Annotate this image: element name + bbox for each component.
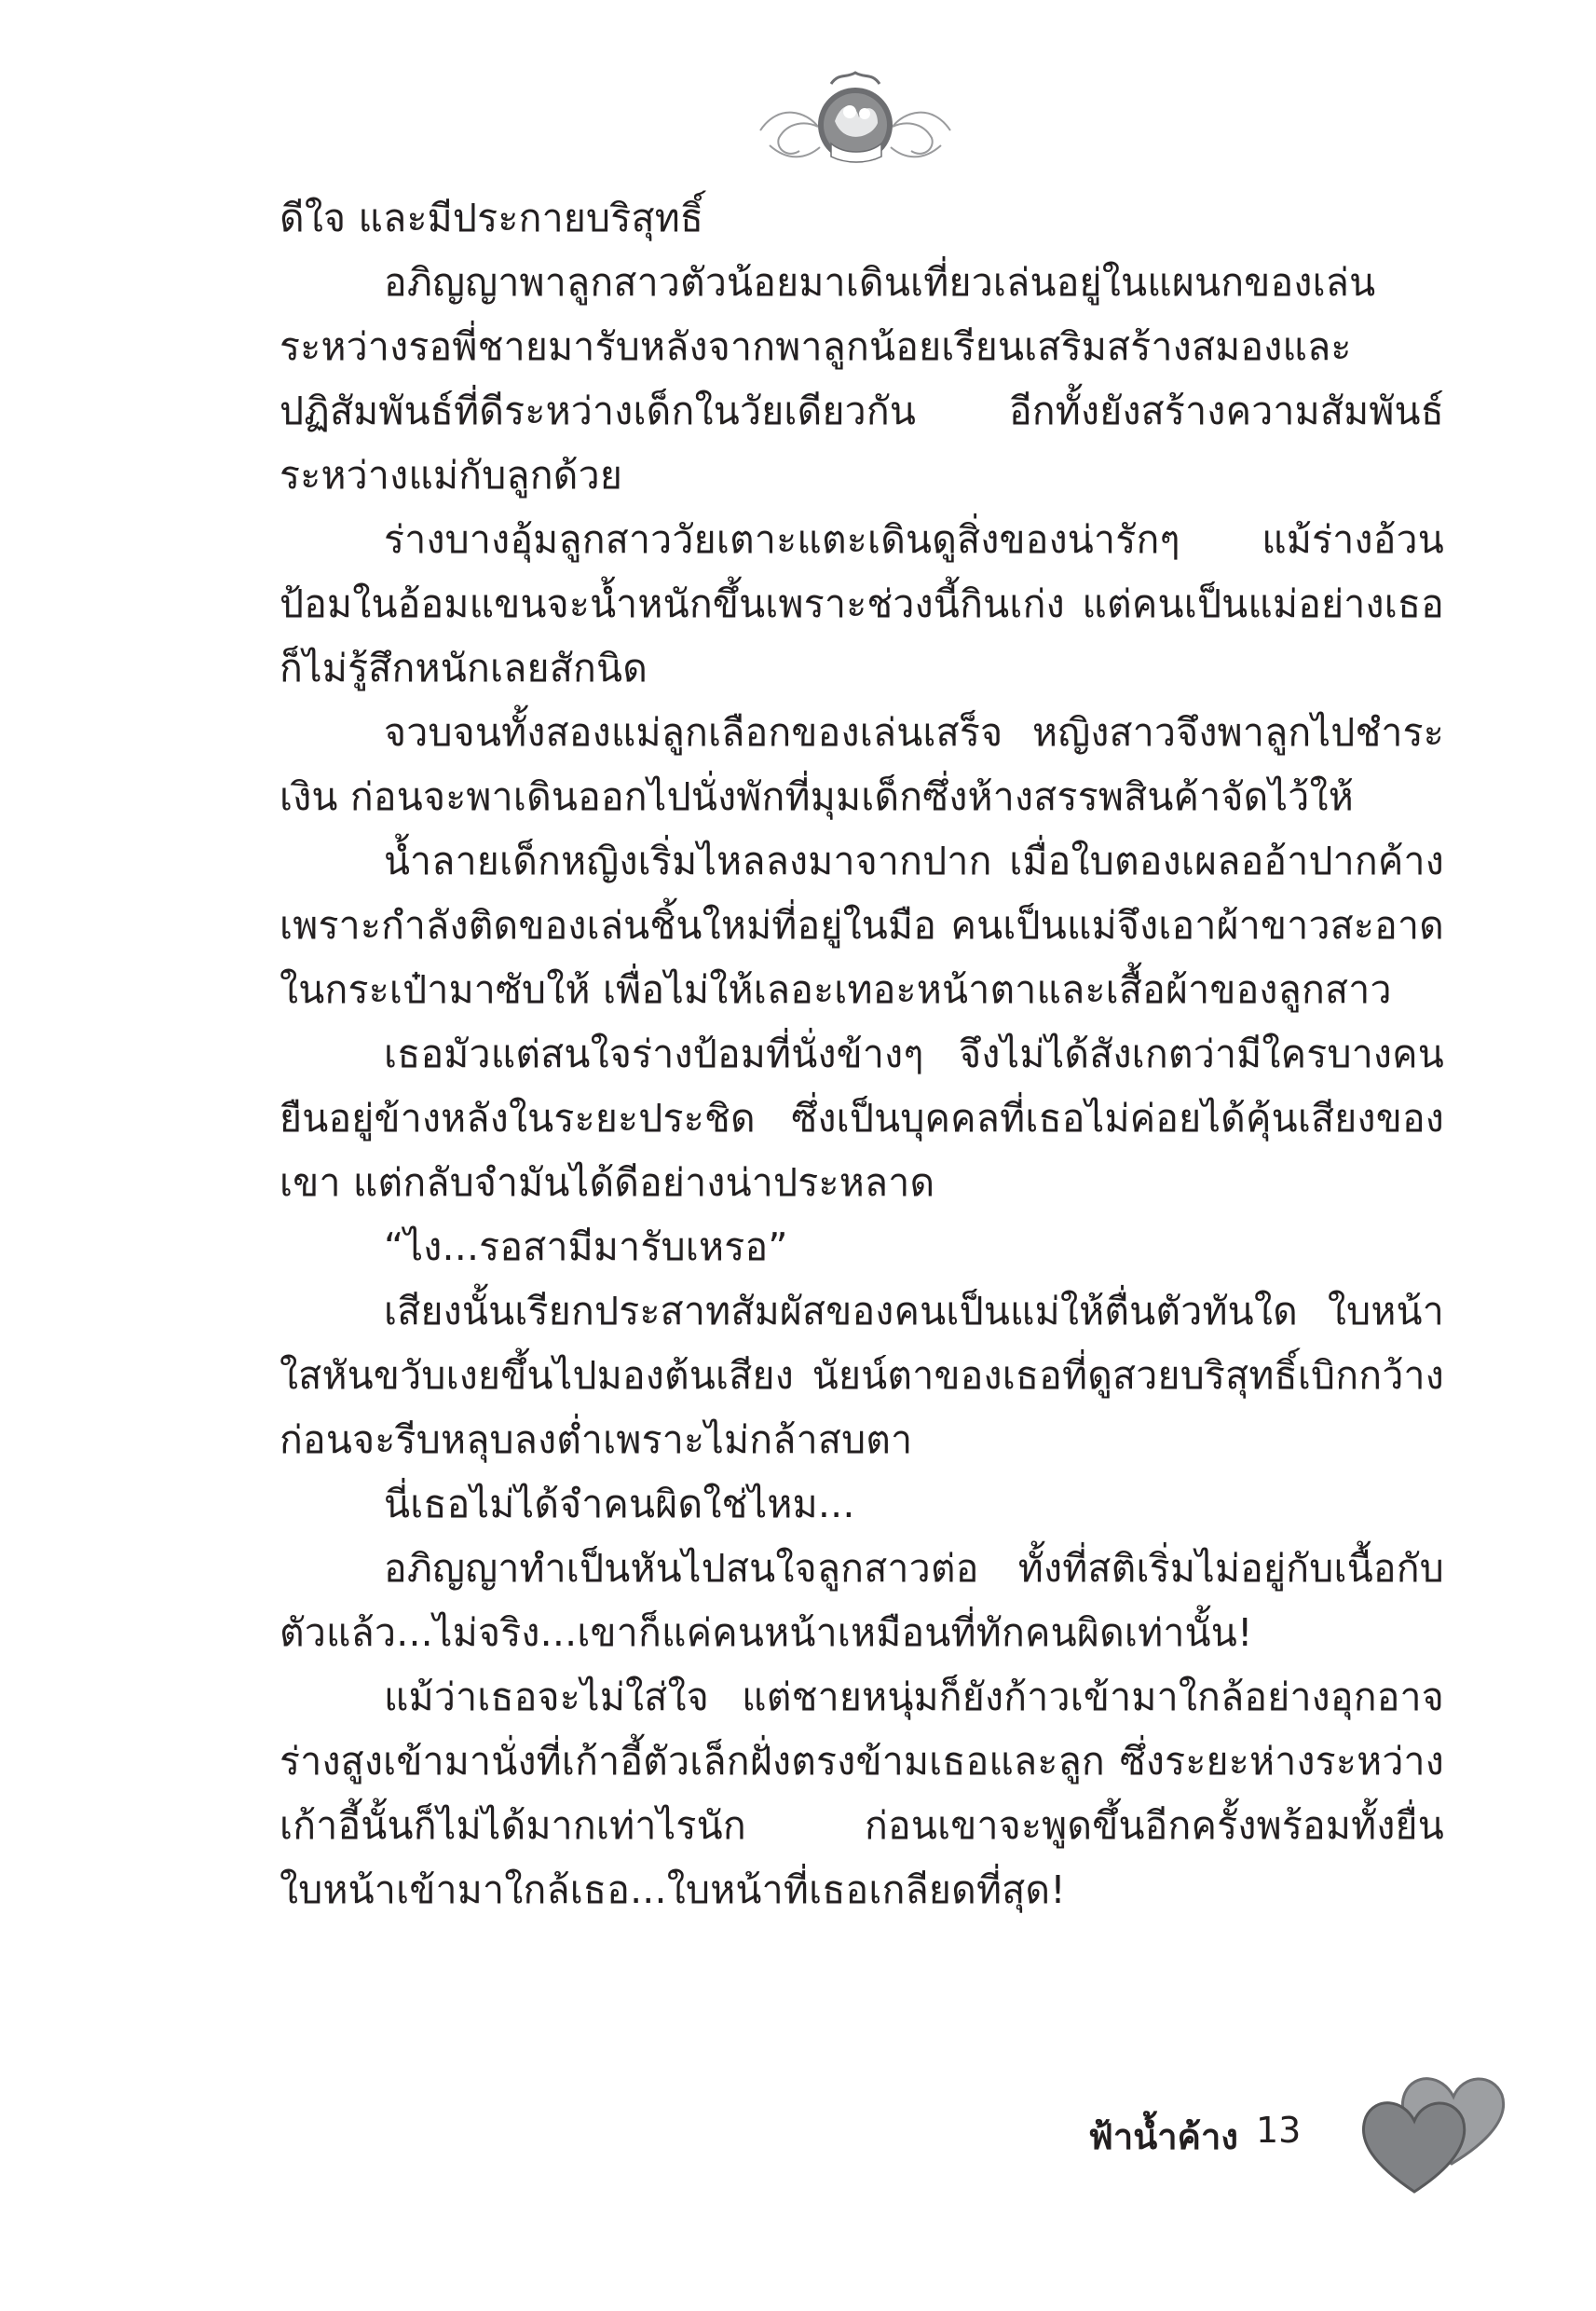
paragraph-10: อภิญญาทำเป็นหันไปสนใจลูกสาวต่อ ทั้งที่สติเริ่มไม่อยู่กับเนื้อกับตัวแล้ว...ไม่จริง...เขาก็แค่คนหน้าเหมือนที่ทักคนผิดเท่านั้น! <box>280 1546 1444 1655</box>
body-text <box>280 186 1444 1922</box>
paragraph-9: นี่เธอไม่ได้จำคนผิดใช่ไหม... <box>384 1482 855 1526</box>
book-title: ฟ้าน้ำค้าง <box>1088 2116 1238 2157</box>
paragraph-7-dialogue: “ไง...รอสามีมารับเหรอ” <box>384 1224 788 1269</box>
paragraph-11: แม้ว่าเธอจะไม่ใส่ใจ แต่ชายหนุ่มก็ยังก้าวเข้ามาใกล้อย่างอุกอาจร่างสูงเข้ามานั่งที่เก้าอี้ตัวเล็กฝั่งตรงข้ามเธอและลูก ซึ่งระยะห่างระหว่างเก้าอี้นั้นก็ไม่ได้มากเท่าไรนัก ก่อนเขาจะพูดขึ้นอีกครั้งพร้อมทั้งยื่นใบหน้าเข้ามาใกล้เธอ...ใบหน้าที่เธอเกลียดที่สุด! <box>280 1675 1444 1912</box>
paragraph-5: น้ำลายเด็กหญิงเริ่มไหลลงมาจากปาก เมื่อใบตองเผลออ้าปากค้างเพราะกำลังติดของเล่นชิ้นใหม่ที่อยู่ในมือ คนเป็นแม่จึงเอาผ้าขาวสะอาดในกระเป๋ามาซับให้ เพื่อไม่ให้เลอะเทอะหน้าตาและเสื้อผ้าของลูกสาว <box>280 839 1444 1012</box>
paragraph-1: ดีใจ และมีประกายบริสุทธิ์ <box>280 196 704 240</box>
paragraph-4: จวบจนทั้งสองแม่ลูกเลือกของเล่นเสร็จ หญิงสาวจึงพาลูกไปชำระเงิน ก่อนจะพาเดินออกไปนั่งพักที่มุมเด็กซึ่งห้างสรรพสินค้าจัดไว้ให้ <box>280 710 1444 819</box>
paragraph-3: ร่างบางอุ้มลูกสาววัยเตาะแตะเดินดูสิ่งของน่ารักๆ แม้ร่างอ้วนป้อมในอ้อมแขนจะน้ำหนักขึ้นเพราะช่วงนี้กินเก่ง แต่คนเป็นแม่อย่างเธอก็ไม่รู้สึกหนักเลยสักนิด <box>280 517 1444 691</box>
paragraph-6: เธอมัวแต่สนใจร่างป้อมที่นั่งข้างๆ จึงไม่ได้สังเกตว่ามีใครบางคนยืนอยู่ข้างหลังในระยะประชิด ซึ่งเป็นบุคคลที่เธอไม่ค่อยได้คุ้นเสียงของเขา แต่กลับจำมันได้ดีอย่างน่าประหลาด <box>280 1032 1444 1205</box>
page-number: 13 <box>1256 2110 1302 2151</box>
double-heart-icon <box>1349 2059 1513 2199</box>
paragraph-2: อภิญญาพาลูกสาวตัวน้อยมาเดินเที่ยวเล่นอยู่ในแผนกของเล่นระหว่างรอพี่ชายมารับหลังจากพาลูกน้อยเรียนเสริมสร้างสมองและปฏิสัมพันธ์ที่ดีระหว่างเด็กในวัยเดียวกัน อีกทั้งยังสร้างความสัมพันธ์ระหว่างแม่กับลูกด้วย <box>280 260 1444 498</box>
paragraph-8: เสียงนั้นเรียกประสาทสัมผัสของคนเป็นแม่ให้ตื่นตัวทันใด ใบหน้าใสหันขวับเงยขึ้นไปมองต้นเสียง นัยน์ตาของเธอที่ดูสวยบริสุทธิ์เบิกกว้าง ก่อนจะรีบหลุบลงต่ำเพราะไม่กล้าสบตา <box>280 1289 1444 1462</box>
angel-ornament-emblem-icon <box>742 65 969 177</box>
